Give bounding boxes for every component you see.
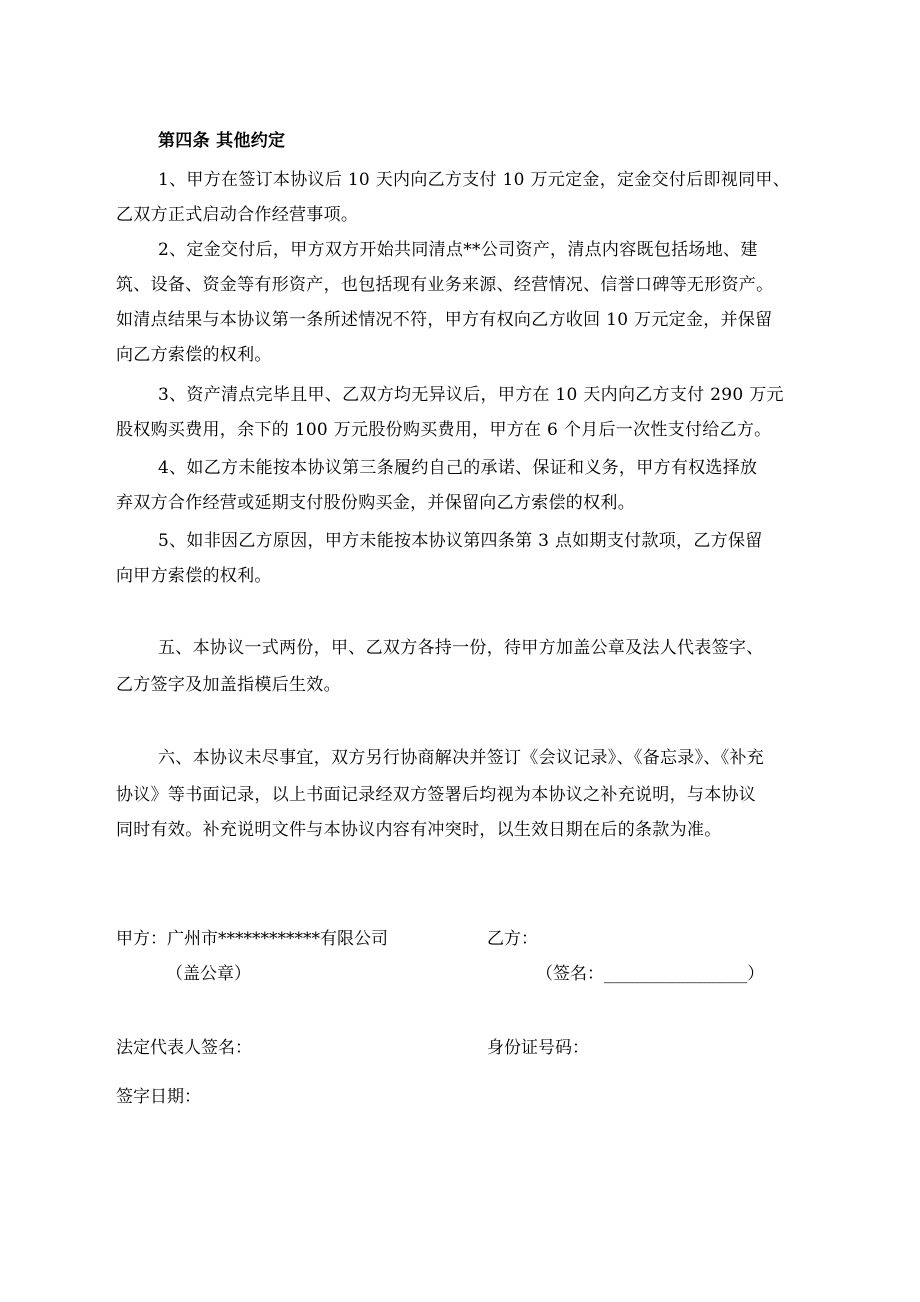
clause-2-line-4: 向乙方索偿的权利。: [116, 345, 272, 365]
legal-rep-signature-label: 法定代表人签名：: [116, 1038, 252, 1058]
signature-field: [536, 962, 764, 986]
section-6-line-1: 六、本协议未尽事宜，双方另行协商解决并签订《会议记录》、《备忘录》、《补充: [158, 748, 765, 768]
clause-1-line-1: 1、甲方在签订本协议后 10 天内向乙方支付 10 万元定金，定金交付后即视同甲、: [158, 170, 790, 190]
section-5-line-1: 五、本协议一式两份，甲、乙双方各持一份，待甲方加盖公章及法人代表签字、: [158, 638, 764, 658]
clause-2-line-3: 如清点结果与本协议第一条所述情况不符，甲方有权向乙方收回 10 万元定金，并保留: [116, 310, 773, 330]
signature-label: （签名：: [536, 964, 604, 984]
clause-4-line-2: 弃双方合作经营或延期支付股份购买金，并保留向乙方索偿的权利。: [116, 493, 635, 513]
clause-1-line-2: 乙双方正式启动合作经营事项。: [116, 205, 359, 225]
section-6-line-2: 协议》等书面记录，以上书面记录经双方签署后均视为本协议之补充说明，与本协议: [116, 785, 757, 805]
clause-2-line-2: 筑、设备、资金等有形资产，也包括现有业务来源、经营情况、信誉口碑等无形资产。: [116, 275, 774, 295]
section-5-line-2: 乙方签字及加盖指模后生效。: [116, 675, 341, 695]
stamp-label: （盖公章）: [166, 964, 251, 984]
section-4-title: 第四条 其他约定: [158, 131, 286, 151]
clause-4-line-1: 4、如乙方未能按本协议第三条履约自己的承诺、保证和义务，甲方有权选择放: [158, 458, 758, 478]
party-a-label: 甲方：广州市************有限公司: [116, 929, 388, 949]
signature-blank: ______________: [604, 964, 748, 984]
section-6-line-3: 同时有效。补充说明文件与本协议内容有冲突时，以生效日期在后的条款为准。: [116, 820, 722, 840]
clause-3-line-1: 3、资产清点完毕且甲、乙双方均无异议后，甲方在 10 天内向乙方支付 290 万元: [158, 385, 784, 405]
sign-date-label: 签字日期：: [116, 1087, 201, 1107]
signature-close: ）: [747, 964, 765, 984]
clause-3-line-2: 股权购买费用，余下的 100 万元股份购买费用，甲方在 6 个月后一次性支付给乙方。: [116, 420, 772, 440]
clause-2-line-1: 2、定金交付后，甲方双方开始共同清点**公司资产，清点内容既包括场地、建: [158, 240, 758, 260]
party-b-label: 乙方：: [487, 929, 538, 949]
clause-5-line-1: 5、如非因乙方原因，甲方未能按本协议第四条第 3 点如期支付款项，乙方保留: [158, 531, 763, 551]
id-number-label: 身份证号码：: [487, 1038, 589, 1058]
clause-5-line-2: 向甲方索偿的权利。: [116, 566, 272, 586]
